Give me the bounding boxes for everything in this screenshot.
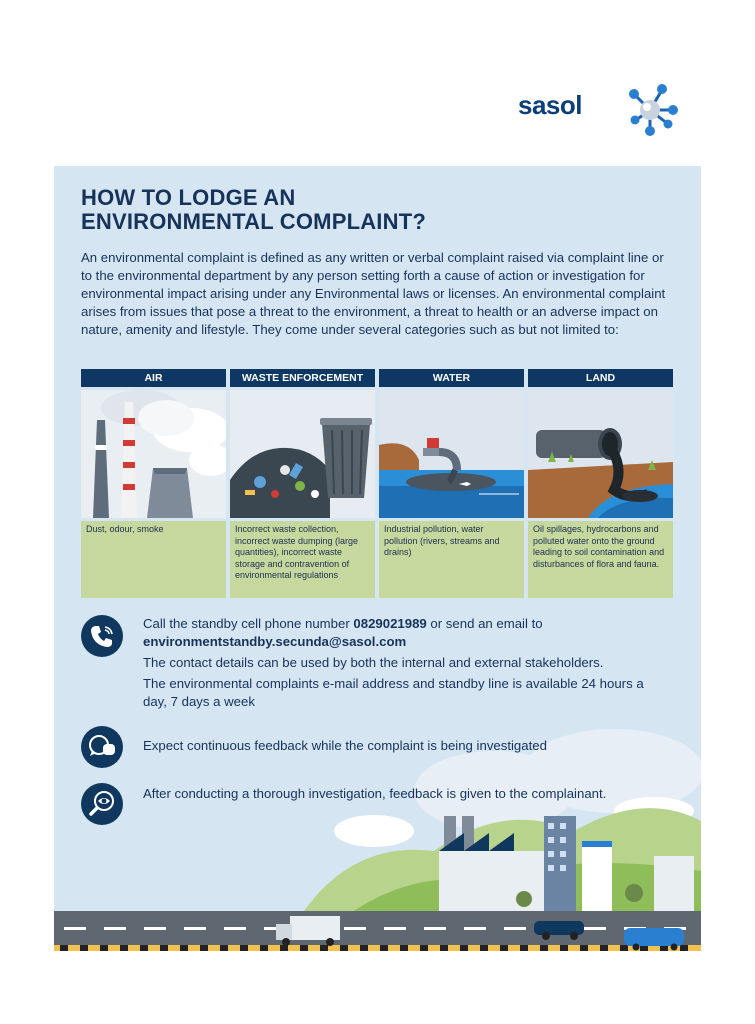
phone-number-link[interactable]: 0829021989: [353, 616, 427, 631]
contact-section: [81, 615, 671, 725]
feedback-text: Expect continuous feedback while the complaint is being investigated: [143, 738, 547, 753]
category-air-heading: AIR: [81, 369, 226, 387]
category-waste-heading: WASTE ENFORCEMENT: [230, 369, 375, 387]
phone-icon: [81, 615, 123, 657]
category-land-heading: LAND: [528, 369, 673, 387]
call-suffix: or send an email to: [426, 616, 543, 631]
category-water-description: Industrial pollution, water pollution (rivers, streams and drains): [379, 521, 524, 598]
category-air: [81, 369, 226, 598]
category-water-heading: WATER: [379, 369, 524, 387]
contact-text: [143, 615, 673, 711]
email-link[interactable]: environmentstandby.secunda@sasol.com: [143, 634, 407, 649]
category-water: [379, 369, 524, 598]
molecule-icon: [622, 82, 680, 138]
sasol-logo: [518, 82, 678, 142]
complaint-panel: [54, 166, 701, 951]
air-illustration: [81, 390, 226, 518]
speech-bubbles-icon: [81, 726, 123, 768]
waste-illustration: [230, 390, 375, 518]
contact-usage: The contact details can be used by both the internal and external stakeholders.: [143, 655, 604, 670]
contact-availability: The environmental complaints e-mail address and standby line is available 24 hours a day, 7 days a week: [143, 676, 644, 709]
category-waste-description: Incorrect waste collection, incorrect waste dumping (large quantities), incorrect waste storage and contravention of environmental regulations: [230, 521, 375, 598]
investigation-section: [81, 783, 671, 827]
category-waste: [230, 369, 375, 598]
category-land: [528, 369, 673, 598]
call-prefix: Call the standby cell phone number: [143, 616, 354, 631]
magnifier-eye-icon: [81, 783, 123, 825]
title-line-1: HOW TO LODGE AN: [81, 185, 296, 210]
land-illustration: [528, 390, 673, 518]
logo-wordmark: sasol: [518, 90, 582, 120]
category-grid: [81, 369, 674, 598]
title-line-2: ENVIRONMENTAL COMPLAINT?: [81, 209, 426, 234]
water-illustration: [379, 390, 524, 518]
feedback-section: [81, 726, 671, 770]
category-air-description: Dust, odour, smoke: [81, 521, 226, 598]
intro-paragraph: An environmental complaint is defined as any written or verbal complaint raised via complaint line or to the environmental department by any person setting forth a cause of action or investigation for environmental impact arising under any Environmental laws or licenses. An environmental complaint arises from issues that pose a threat to the environment, a threat to health or an adverse impact on nature, amenity and lifestyle. They come under several categories such as but not limited to:: [81, 250, 666, 337]
page-title: [81, 186, 641, 234]
investigation-text: After conducting a thorough investigation, feedback is given to the complainant.: [143, 786, 607, 801]
category-land-description: Oil spillages, hydrocarbons and polluted water onto the ground leading to soil contamination and disturbances of flora and fauna.: [528, 521, 673, 598]
